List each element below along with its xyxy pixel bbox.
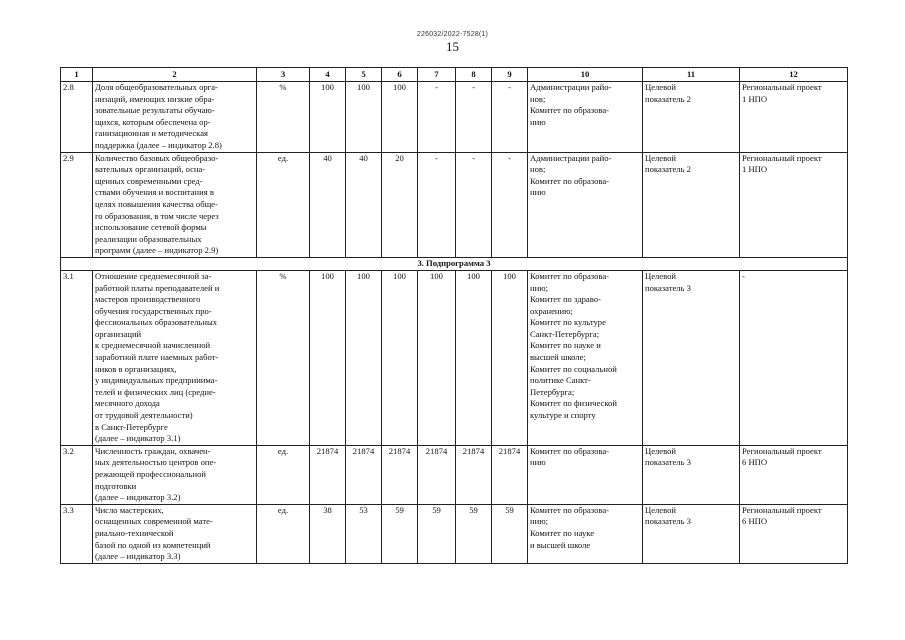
row-number-cell (61, 270, 93, 445)
purpose-cell-line: показатель 2 (645, 164, 691, 175)
executor-cell (528, 152, 643, 257)
executor-cell-line: Комитет по образова- (530, 175, 610, 186)
value-cell (382, 445, 418, 504)
purpose-cell-line: Целевой (645, 152, 677, 163)
column-header: 3 (257, 68, 310, 82)
purpose-cell-line: Целевой (645, 270, 677, 281)
value-cell (456, 270, 492, 445)
indicator-name-cell-line: использование сетевой формы (95, 222, 207, 233)
indicator-name-cell-line: работной платы преподавателей и (95, 282, 220, 293)
column-header: 12 (740, 68, 848, 82)
unit-cell (257, 152, 310, 257)
executor-cell-line: Петербурга; (530, 386, 575, 397)
value-cell (492, 270, 528, 445)
value-cell (346, 504, 382, 563)
value-cell-line: - (472, 82, 475, 92)
value-cell-line: 100 (357, 270, 370, 281)
executor-cell-line: нию; (530, 282, 549, 293)
executor-cell-line: Администрации райо- (530, 152, 612, 163)
value-cell-line: 21874 (352, 445, 375, 456)
column-header: 1 (61, 68, 93, 82)
purpose-cell-line: показатель 3 (645, 516, 691, 527)
column-header: 4 (310, 68, 346, 82)
page-number: 15 (446, 39, 459, 54)
value-cell (456, 445, 492, 504)
project-cell (740, 270, 848, 445)
project-cell-line: Региональный проект (742, 504, 822, 515)
indicator-name-cell-line: от трудовой деятельности) (95, 410, 193, 421)
value-cell-line: 59 (469, 504, 478, 515)
executor-cell (528, 504, 643, 563)
indicator-name-cell-line: телей и физических лиц (средне- (95, 386, 216, 397)
indicator-name-cell-line: режающей профессиональной (95, 469, 206, 479)
value-cell (456, 504, 492, 563)
indicator-name-cell-line: у индивидуальных предпринима- (95, 375, 218, 386)
executor-cell-line: Комитет по образова- (530, 504, 610, 515)
project-cell-line: 6 НПО (742, 516, 768, 527)
executor-cell-line: Санкт-Петербурга; (530, 328, 600, 339)
indicator-name-cell (93, 270, 257, 445)
indicator-name-cell (93, 504, 257, 563)
value-cell (382, 270, 418, 445)
unit-cell-line: ед. (277, 152, 289, 163)
indicator-name-cell-line: заработной плате наемных работ- (95, 352, 219, 363)
indicator-name-cell-line: низаций, имеющих низкие обра- (95, 93, 215, 104)
unit-cell (257, 82, 310, 153)
project-cell-line: Региональный проект (742, 445, 822, 456)
value-cell (310, 270, 346, 445)
table-row (61, 152, 848, 257)
purpose-cell-line: показатель 3 (645, 282, 691, 293)
executor-cell-line: политике Санкт- (530, 375, 591, 386)
indicators-table (60, 67, 848, 564)
indicator-name-cell-line: к среднемесячной начисленной (95, 340, 211, 351)
executor-cell-line: охранению; (530, 305, 573, 316)
executor-cell (528, 82, 643, 153)
column-header: 8 (456, 68, 492, 82)
value-cell-line: - (435, 152, 438, 163)
indicator-name-cell-line: вательных организаций, осна- (95, 164, 206, 175)
table-row (61, 82, 848, 153)
unit-cell-line: ед. (277, 504, 289, 515)
indicator-name-cell-line: Отношение среднемесячной за- (95, 270, 212, 281)
value-cell-line: 21874 (316, 445, 339, 456)
project-cell (740, 152, 848, 257)
value-cell-line: 100 (321, 82, 334, 92)
project-cell (740, 504, 848, 563)
indicator-name-cell-line: фессиональных образовательных (95, 317, 218, 328)
indicator-name-cell-line: реализации образовательных (95, 233, 202, 244)
row-number-cell (61, 504, 93, 563)
value-cell-line: 40 (323, 152, 332, 163)
executor-cell-line: Комитет по науке (530, 527, 595, 538)
row-number-cell-line: 3.2 (63, 445, 74, 456)
project-cell (740, 82, 848, 153)
purpose-cell (643, 504, 740, 563)
indicator-name-cell-line: (далее – индикатор 3.1) (95, 433, 181, 444)
purpose-cell-line: Целевой (645, 504, 677, 515)
executor-cell-line: нию; (530, 516, 549, 527)
executor-cell-line: Комитет по социальной (530, 363, 617, 374)
indicator-name-cell-line: ганизационная и методическая (95, 128, 208, 139)
purpose-cell-line: показатель 2 (645, 93, 691, 104)
value-cell (492, 445, 528, 504)
indicator-name-cell-line: щенных современными сред- (95, 175, 203, 186)
executor-cell-line: культуре и спорту (530, 410, 596, 421)
value-cell-line: 100 (467, 270, 480, 281)
row-number-cell-line: 3.1 (63, 270, 74, 281)
unit-cell-line: ед. (277, 445, 289, 456)
value-cell (346, 152, 382, 257)
row-number-cell-line: 2.8 (63, 82, 74, 92)
executor-cell-line: Комитет по образова- (530, 445, 610, 456)
row-number-cell (61, 82, 93, 153)
value-cell (346, 82, 382, 153)
value-cell-line: 100 (393, 82, 406, 92)
value-cell-line: 20 (395, 152, 404, 163)
indicator-name-cell-line: ников в организациях, (95, 363, 177, 374)
indicator-name-cell-line: базой по одной из компетенций (95, 539, 211, 550)
indicator-name-cell-line: целях повышения качества обще- (95, 198, 218, 209)
value-cell (382, 152, 418, 257)
purpose-cell-line: показатель 3 (645, 457, 691, 468)
indicator-name-cell-line: оснащенных современной мате- (95, 516, 213, 527)
executor-cell-line: Комитет по образова- (530, 270, 610, 281)
indicator-name-cell-line: (далее – индикатор 3.3) (95, 551, 181, 562)
purpose-cell-line: Целевой (645, 445, 677, 456)
executor-cell-line: Администрации райо- (530, 82, 612, 92)
indicator-name-cell (93, 152, 257, 257)
indicator-name-cell-line: организаций (95, 328, 142, 339)
value-cell (310, 504, 346, 563)
value-cell-line: 40 (359, 152, 368, 163)
row-number-cell-line: 3.3 (63, 504, 74, 515)
value-cell-line: 59 (505, 504, 514, 515)
project-cell (740, 445, 848, 504)
section-row (61, 257, 848, 270)
value-cell (382, 504, 418, 563)
column-header: 10 (528, 68, 643, 82)
value-cell (456, 152, 492, 257)
unit-cell-line: % (279, 82, 287, 92)
executor-cell-line: нов; (530, 93, 546, 104)
value-cell (492, 152, 528, 257)
value-cell-line: 100 (321, 270, 334, 281)
executor-cell-line: Комитет по физической (530, 398, 617, 409)
value-cell (346, 270, 382, 445)
value-cell-line: 100 (430, 270, 443, 281)
project-cell-line: 1 НПО (742, 93, 768, 104)
table-row (61, 270, 848, 445)
value-cell-line: 53 (359, 504, 368, 515)
executor-cell-line: нию (530, 457, 546, 468)
value-cell-line: 21874 (388, 445, 411, 456)
header-row (61, 68, 848, 82)
unit-cell-line: % (279, 270, 287, 281)
row-number-cell-line: 2.9 (63, 152, 74, 163)
executor-cell-line: Комитет по здраво- (530, 294, 601, 305)
indicator-name-cell-line: месячного дохода (95, 398, 160, 409)
value-cell (346, 445, 382, 504)
indicator-name-cell-line: Количество базовых общеобразо- (95, 152, 219, 163)
purpose-cell (643, 82, 740, 153)
value-cell-line: 100 (357, 82, 370, 92)
value-cell-line: - (435, 82, 438, 92)
executor-cell-line: Комитет по образова- (530, 105, 610, 116)
indicator-name-cell-line: зовательные результаты обучаю- (95, 105, 215, 116)
value-cell-line: - (508, 152, 511, 163)
indicator-name-cell-line: щихся, которым обеспечена ор- (95, 116, 211, 127)
project-cell-line: Региональный проект (742, 82, 822, 92)
value-cell-line: - (472, 152, 475, 163)
executor-cell (528, 270, 643, 445)
unit-cell (257, 504, 310, 563)
column-header: 5 (346, 68, 382, 82)
indicator-name-cell-line: Численность граждан, охвачен- (95, 445, 211, 456)
column-header: 2 (93, 68, 257, 82)
indicator-name-cell-line: Число мастерских, (95, 504, 164, 515)
section-title: 3. Подпрограмма 3 (61, 257, 848, 270)
executor-cell-line: Комитет по науке и (530, 340, 601, 351)
value-cell-line: - (508, 82, 511, 92)
value-cell (418, 445, 456, 504)
executor-cell-line: нов; (530, 164, 546, 175)
purpose-cell (643, 270, 740, 445)
executor-cell-line: нию (530, 187, 546, 198)
value-cell (310, 152, 346, 257)
executor-cell-line: и высшей школе (530, 539, 591, 550)
indicator-name-cell-line: (далее – индикатор 3.2) (95, 492, 181, 503)
value-cell (418, 270, 456, 445)
column-header: 7 (418, 68, 456, 82)
value-cell (456, 82, 492, 153)
indicator-name-cell-line: поддержка (далее – индикатор 2.8) (95, 139, 222, 150)
value-cell-line: 21874 (498, 445, 521, 456)
table-row (61, 504, 848, 563)
project-cell-line: 6 НПО (742, 457, 768, 468)
executor-cell-line: высшей школе; (530, 352, 586, 363)
project-cell-line: - (742, 270, 745, 281)
column-header: 6 (382, 68, 418, 82)
indicator-name-cell-line: программ (далее – индикатор 2.9) (95, 245, 219, 256)
row-number-cell (61, 445, 93, 504)
value-cell-line: 100 (393, 270, 406, 281)
indicator-name-cell-line: в Санкт-Петербурге (95, 421, 168, 432)
indicator-name-cell-line: Доля общеобразовательных орга- (95, 82, 218, 92)
project-cell-line: Региональный проект (742, 152, 822, 163)
indicator-name-cell (93, 82, 257, 153)
column-header: 9 (492, 68, 528, 82)
value-cell-line: 59 (432, 504, 441, 515)
purpose-cell-line: Целевой (645, 82, 677, 92)
value-cell (418, 504, 456, 563)
indicator-name-cell-line: го образования, в том числе через (95, 210, 219, 221)
row-number-cell (61, 152, 93, 257)
value-cell-line: 21874 (425, 445, 448, 456)
project-cell-line: 1 НПО (742, 164, 768, 175)
value-cell-line: 21874 (462, 445, 485, 456)
column-header: 11 (643, 68, 740, 82)
executor-cell-line: Комитет по культуре (530, 317, 606, 328)
indicator-name-cell-line: мастеров производственного (95, 294, 201, 305)
indicator-name-cell-line: ных деятельностью центров опе- (95, 457, 217, 468)
value-cell (310, 82, 346, 153)
document-id: 226032/2022-7528(1) (416, 31, 489, 38)
indicator-name-cell-line: ствами обучения и воспитания в (95, 187, 214, 198)
value-cell (382, 82, 418, 153)
purpose-cell (643, 445, 740, 504)
unit-cell (257, 445, 310, 504)
executor-cell-line: нию (530, 116, 546, 127)
indicator-name-cell-line: обучения государственных про- (95, 305, 212, 316)
indicator-name-cell-line: риально-технической (95, 527, 174, 538)
purpose-cell (643, 152, 740, 257)
value-cell (310, 445, 346, 504)
indicator-name-cell-line: подготовки (95, 480, 137, 491)
value-cell-line: 100 (503, 270, 516, 281)
value-cell (418, 82, 456, 153)
value-cell-line: 38 (323, 504, 332, 515)
unit-cell (257, 270, 310, 445)
indicator-name-cell (93, 445, 257, 504)
value-cell (492, 82, 528, 153)
value-cell (418, 152, 456, 257)
table-row (61, 445, 848, 504)
executor-cell (528, 445, 643, 504)
value-cell (492, 504, 528, 563)
value-cell-line: 59 (395, 504, 404, 515)
